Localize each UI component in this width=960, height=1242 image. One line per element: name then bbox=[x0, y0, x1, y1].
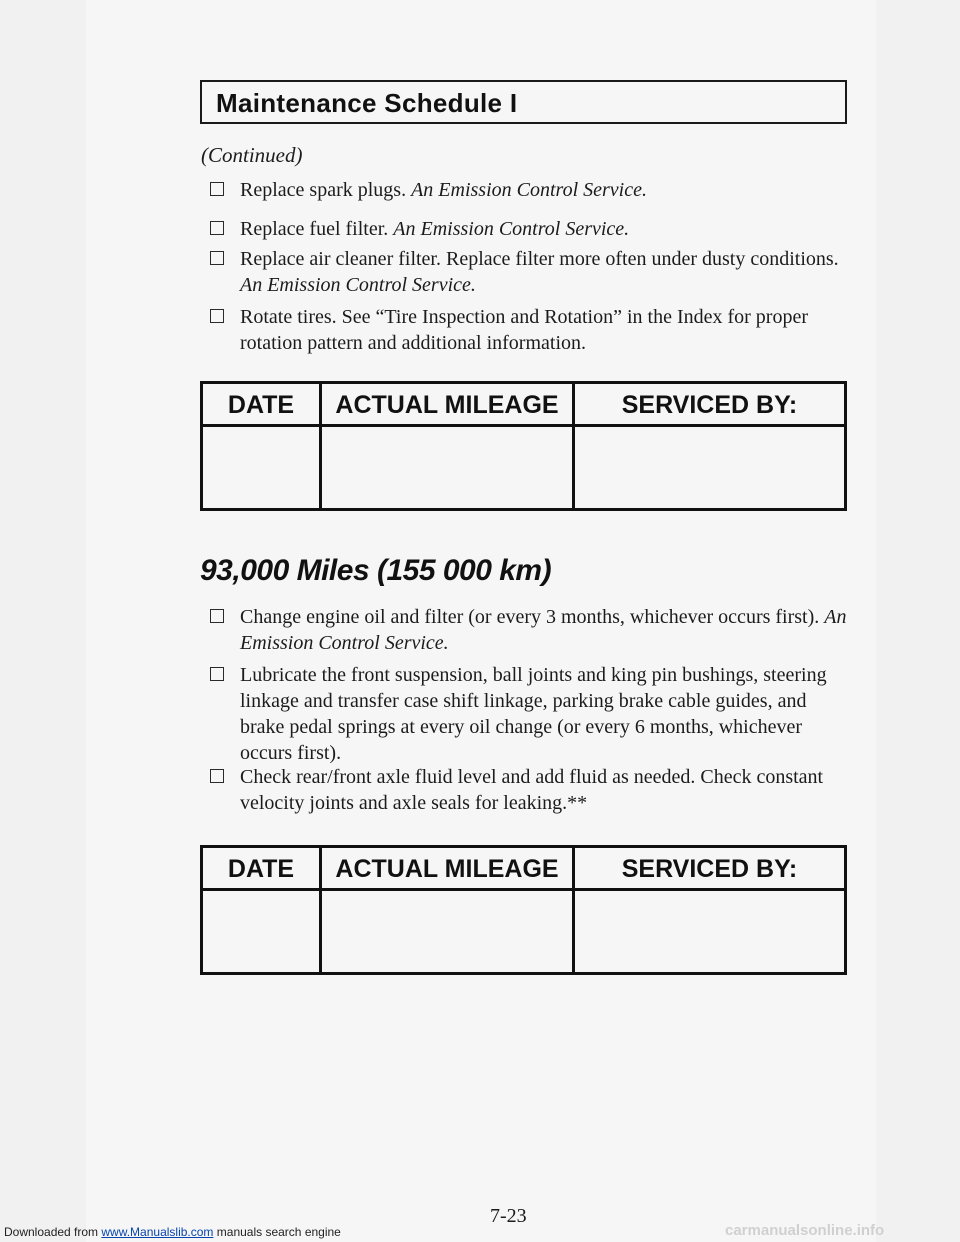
table-header-row bbox=[203, 384, 844, 427]
checkbox-icon[interactable] bbox=[210, 667, 224, 681]
checkbox-icon[interactable] bbox=[210, 769, 224, 783]
manualslib-link[interactable]: www.Manualslib.com bbox=[101, 1225, 214, 1239]
section-header-box bbox=[200, 80, 847, 124]
column-divider bbox=[572, 384, 575, 508]
checkbox-icon[interactable] bbox=[210, 609, 224, 623]
checkbox-icon[interactable] bbox=[210, 309, 224, 323]
checkbox-icon[interactable] bbox=[210, 182, 224, 196]
service-record-table bbox=[200, 845, 847, 975]
continued-label: (Continued) bbox=[201, 143, 303, 167]
actual-mileage-header: ACTUAL MILEAGE bbox=[335, 391, 559, 419]
date-header: DATE bbox=[227, 391, 295, 419]
column-divider bbox=[572, 848, 575, 972]
actual-mileage-header: ACTUAL MILEAGE bbox=[335, 855, 559, 883]
table-header-row bbox=[203, 848, 844, 891]
service-record-table bbox=[200, 381, 847, 511]
date-header: DATE bbox=[227, 855, 295, 883]
download-footer: Downloaded from www.Manualslib.com manuals search engine bbox=[4, 1225, 341, 1239]
page-number: 7-23 bbox=[490, 1205, 527, 1227]
column-divider bbox=[319, 848, 322, 972]
mileage-heading: 93,000 Miles (155 000 km) bbox=[200, 554, 552, 587]
section-title: Maintenance Schedule I bbox=[216, 88, 518, 118]
serviced-by-header: SERVICED BY: bbox=[621, 391, 798, 419]
watermark: carmanualsonline.info bbox=[725, 1222, 885, 1239]
checkbox-icon[interactable] bbox=[210, 221, 224, 235]
checkbox-icon[interactable] bbox=[210, 251, 224, 265]
column-divider bbox=[319, 384, 322, 508]
serviced-by-header: SERVICED BY: bbox=[621, 855, 798, 883]
